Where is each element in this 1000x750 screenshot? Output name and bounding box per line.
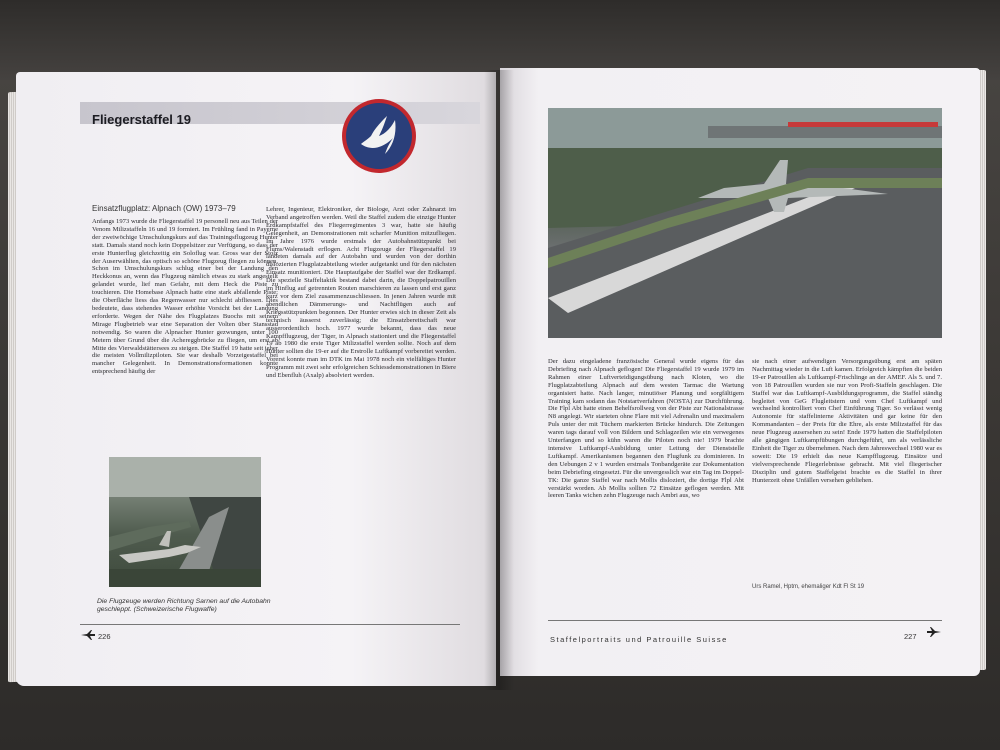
photo-hunter-highway bbox=[109, 457, 261, 587]
paragraph: sie nach einer aufwendigen Versorgungsübung erst am späten Nachmittag wieder in die Luft kamen. Erfolgreich kämpften die beiden 19-er Patrouillen als Luftkampf-Frischlinge an der AMEF. Als 5. und 7. von 18 Patrouillen wurden sie nur von Profi-Staffeln geschlagen. Die Staffel war das Luftkampf-Ausbildungsprogramm, die Staffel ständig begleitet von GeG Flugleitstern und vom Chef Luftkampf und wechselnd kontrolliert vom Chef Einführung Tiger. So verlässt wenig Autonomie für staffelinterne Aktivitäten und gar keine für den Kommandanten – der Preis für die Ehre, als erste Milizstaffel für das neue Flugzeug ausersehen zu sein! Ende 1979 hatten die Staffelpiloten alle gängigen Luftkampfübungen durchgeführt, um als verlässliche Einheit die Tiger zu übernehmen. Nach dem Jahreswechsel 1980 war es soweit: Die 19 erhielt das neue Kampfflugzeug. Einsätze und vielversprechende Fliegerlebnisse gebracht. Mit viel fliegerischer Disziplin und gutem Staffelgeist brachte es die Staffel in ihrer Hunterzeit ohne Unfällen versehen gebliehen. bbox=[752, 358, 942, 484]
page-title: Fliegerstaffel 19 bbox=[92, 112, 191, 127]
plane-icon bbox=[926, 626, 942, 638]
footer-rule bbox=[548, 620, 942, 621]
plane-icon bbox=[80, 629, 96, 641]
subtitle: Einsatzflugplatz: Alpnach (OW) 1973–79 bbox=[92, 204, 236, 213]
photo-caption: Die Flugzeuge werden Richtung Sarnen auf die Autobahn geschleppt. (Schweizerische Flugwaffe) bbox=[97, 598, 271, 613]
photo-hunter-takeoff bbox=[548, 108, 942, 338]
paragraph: Lehrer, Ingenieur, Elektroniker, der Biologe, Arzt oder Zahnarzt im Verband angetroffen werden. Weil die Staffel zudem die einzige Hunter Erdkampfstaffel des Fliegerregimentes 3 war, hatte sie häufig Gelegenheit, an Demonstrationen mit scharfer Munition mitzufliegen. Im Jahre 1976 wurde erstmals der Autobahnstützpunkt bei Flums/Walenstadt erflogen. Acht Flugzeuge der Fliegerstaffel 19 landeten damals auf der Autobahn und wurden von der dorthin dislozierten Flugplatzabteilung wieder aufgetankt und für den nächsten Einsatz munitioniert. Die Hauptaufgabe der Staffel war der Erdkampf. Die spezielle Staffeltaktik bestand dabei darin, die Doppelpatrouillen im Hinflug auf getrennten Routen marschieren zu lassen und erst ganz kurz vor dem Ziel zusammenzuschliessen. In jenen Jahren wurde mit abendlichen Dämmerungs- und Nachtflügen auch auf Kriegsstützpunkten begonnen. Der Hunter erwies sich in dieser Zeit als technisch äusserst zuverlässig; die Einsatzbereitschaft war ausserordentlich hoch. 1977 wurde bekannt, dass das neue Kampfflugzeug, der Tiger, in Alpnach stationiert und die Fliegerstaffel 19 ab 1980 die erste Tiger Milizstaffel werden sollte. Noch auf dem Hunter sollten die 19-er auf die Erstrolle Luftkampf vorbereitet werden. Vorerst konnte man im DTK im Mai 1978 noch ein vielfältiges Hunter Programm mit zwei sehr erfolgreichen Schiessdemonstrationen in Biere und Ebenfluh (Axalp) absolviert werden. bbox=[266, 206, 456, 380]
text-column-1 bbox=[92, 218, 278, 450]
paragraph: Anfangs 1973 wurde die Fliegerstaffel 19 personell neu aus Teilen der Venom Milizstaffeln 16 und 19 formiert. Im Frühling fand in Payerne der zweiwöchige Umschulungskurs auf das Trainingsflugzeug Hunter statt. Damals stand noch kein Doppelsitzer zur Verfügung, so dass der erste Hunterflug gleichzeitig ein Soloflug war. Gross war der Stolz der Auserwählten, das optisch so schöne Flugzeug fliegen zu können. Schon im Umschulungskurs schlug einer bei der Landung den Heckkonus an, wenn das Flugzeug nämlich etwas zu stark angestellt gelandet wurde, lief man Gefahr, mit dem Heck die Piste zu touchieren. Die Homebase Alpnach hatte eine stark abfallende Piste; die Oberfläche liess das Regenwasser nur schlecht abfliessen. Dies bedeutete, dass stehendes Wasser erhöhte Vorsicht bei der Landung erforderte. Wegen der Nähe des Flugplatzes Buochs mit seinem Mirage Flugbetrieb war eine Separation der Volten über Stansstad notwendig. So waren die Alpnacher Hunter gezwungen, unter 100 Metern über Grund über die Achereggbrücke zu fliegen, um erst ab Mitte des Vierwaldstättersees zu steigen. Die Staffel 19 hatte seit jeher die meisten Vollmilizpiloten. Sie war deshalb Vorzeigestaffel bei mancher Gelegenheit. In Demonstrationsformationen konnte entsprechend häufig der bbox=[92, 218, 278, 376]
left-page bbox=[16, 72, 496, 686]
text-column-4 bbox=[752, 358, 942, 586]
squadron-badge-icon bbox=[341, 98, 417, 174]
page-number-right: 227 bbox=[904, 632, 917, 641]
right-page bbox=[500, 68, 980, 676]
page-number-left: 226 bbox=[98, 632, 111, 641]
highway-scene-icon bbox=[109, 457, 261, 587]
author-signature: Urs Ramel, Hptm, ehemaliger Kdt Fl St 19 bbox=[752, 584, 865, 590]
text-column-3 bbox=[548, 358, 744, 650]
text-column-2 bbox=[266, 206, 456, 634]
takeoff-scene-icon bbox=[548, 108, 942, 338]
footer-label: Staffelportraits und Patrouille Suisse bbox=[550, 635, 728, 644]
book-gutter bbox=[484, 70, 514, 690]
footer-rule bbox=[80, 624, 460, 625]
paragraph: Der dazu eingeladene französische General wurde eigens für das Debriefing nach Alpnach geflogen! Die Fliegerstaffel 19 wurde 1979 im Rahmen einer Luftverteidigungsübung nach Kloten, wo die Flugplatzabteilung Alpnach auf dem westen Tarmac die Wartung organisiert hatte. Nach langer, minutiöser Planung und sorgfältigem Training kam sodann das Notstartverfahren (NOSTA) zur Durchführung. Die Flpl Abt hatte einen Behelfsrollweg von der Piste zur Nationalstrasse N8 angelegt. Wir starteten ohne Flare mit viel Adrenalin und maximalem Puls unter der mit Tüchern markierten Brücke hindurch. Die Zeitungen waren tags darauf voll von Bildern und Schlagzeilen wie ein verwegenes Unterfangen und so kühn waren die Piloten noch nie! 1979 brachte intensive Luftkampf-Ausbildung unter Leitung der Dienststelle Luftkampf. Amerikanismen begannen den Flugfunk zu dominieren. In den Uebungen 2 v 1 wurden erstmals Tonbandgeräte zur Dokumentation beim Debriefing eingesetzt. Für die unvergesslich war ein Tag im Doppel-TK: Die ganze Staffel war nach Mollis disloziert, die dortige Flpl Abt verstärkt worden. Ab Mollis sollten 72 Einsätze geflogen werden. Mit leeren Tanks wichen zehn Flugzeuge nach Ambri aus, wo bbox=[548, 358, 744, 500]
